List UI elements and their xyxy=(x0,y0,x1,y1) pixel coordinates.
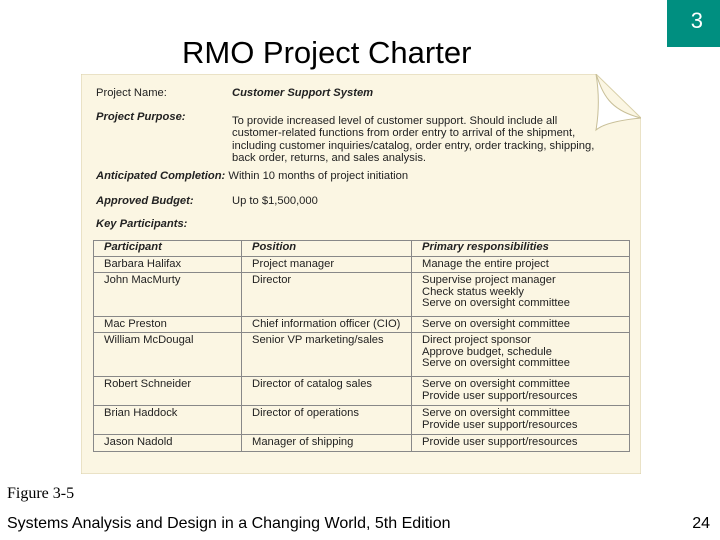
participant-responsibilities xyxy=(412,377,630,406)
slide-number: 3 xyxy=(690,8,703,33)
participant-name: Jason Nadold xyxy=(94,435,242,452)
table-header-row xyxy=(94,241,630,257)
header-participant: Participant xyxy=(94,241,242,257)
responsibility: Provide user support/resources xyxy=(422,418,578,431)
project-name-value: Customer Support System xyxy=(232,87,374,99)
responsibility: Direct project sponsor xyxy=(422,334,531,346)
slide-title: RMO Project Charter xyxy=(182,35,472,70)
participant-responsibilities xyxy=(412,273,630,317)
table-row xyxy=(94,317,630,333)
completion-value: Within 10 months of project initiation xyxy=(228,170,409,182)
footer-text: Systems Analysis and Design in a Changing World, 5th Edition xyxy=(7,515,451,532)
participant-responsibilities xyxy=(412,406,630,435)
table-row xyxy=(94,377,630,406)
figure-caption: Figure 3-5 xyxy=(7,485,75,502)
header-responsibilities: Primary responsibilities xyxy=(412,241,630,257)
participant-name: Mac Preston xyxy=(94,317,242,333)
participant-position: Senior VP marketing/sales xyxy=(242,333,412,377)
project-charter xyxy=(81,74,641,474)
participant-responsibilities xyxy=(412,257,630,273)
responsibility: Serve on oversight committee xyxy=(422,378,570,390)
participants-table xyxy=(93,240,630,452)
budget-label: Approved Budget: xyxy=(96,195,194,207)
participant-name: John MacMurty xyxy=(94,273,242,317)
responsibility: Supervise project manager xyxy=(422,274,556,286)
table-row xyxy=(94,257,630,273)
project-purpose-text xyxy=(232,115,594,164)
completion-label: Anticipated Completion: xyxy=(96,170,226,182)
participant-position: Director of operations xyxy=(242,406,412,435)
participant-position: Director of catalog sales xyxy=(242,377,412,406)
table-row xyxy=(94,406,630,435)
participant-position: Project manager xyxy=(242,257,412,273)
responsibility: Serve on oversight committee xyxy=(422,407,570,419)
purpose-line: To provide increased level of customer support. Should include all xyxy=(232,115,558,127)
responsibility: Check status weekly xyxy=(422,285,524,298)
participant-responsibilities xyxy=(412,333,630,377)
participant-responsibilities xyxy=(412,317,630,333)
responsibility: Manage the entire project xyxy=(422,258,549,270)
responsibility: Serve on oversight committee xyxy=(422,357,570,370)
slide-number-badge xyxy=(667,0,720,47)
responsibility: Serve on oversight committee xyxy=(422,318,570,330)
project-name-label: Project Name: xyxy=(96,87,167,99)
participant-name: William McDougal xyxy=(94,333,242,377)
header-position: Position xyxy=(242,241,412,257)
responsibility: Approve budget, schedule xyxy=(422,345,552,358)
budget-value: Up to $1,500,000 xyxy=(232,195,318,207)
project-purpose-label: Project Purpose: xyxy=(96,111,186,123)
participant-name: Barbara Halifax xyxy=(94,257,242,273)
participant-position: Chief information officer (CIO) xyxy=(242,317,412,333)
page-number: 24 xyxy=(692,515,710,532)
participant-position: Manager of shipping xyxy=(242,435,412,452)
purpose-line: back order, returns, and sales analysis. xyxy=(232,151,427,164)
purpose-line: customer-related functions from order entry to arrival of the shipment, xyxy=(232,127,576,140)
key-participants-label: Key Participants: xyxy=(96,218,188,230)
table-row xyxy=(94,273,630,317)
purpose-line: including customer inquiries/catalog, order entry, order tracking, shipping, xyxy=(232,139,595,152)
participant-responsibilities xyxy=(412,435,630,452)
table-row xyxy=(94,435,630,452)
participant-name: Robert Schneider xyxy=(94,377,242,406)
responsibility: Serve on oversight committee xyxy=(422,297,570,310)
participant-position: Director xyxy=(242,273,412,317)
table-row xyxy=(94,333,630,377)
responsibility: Provide user support/resources xyxy=(422,436,578,448)
responsibility: Provide user support/resources xyxy=(422,389,578,402)
participant-name: Brian Haddock xyxy=(94,406,242,435)
